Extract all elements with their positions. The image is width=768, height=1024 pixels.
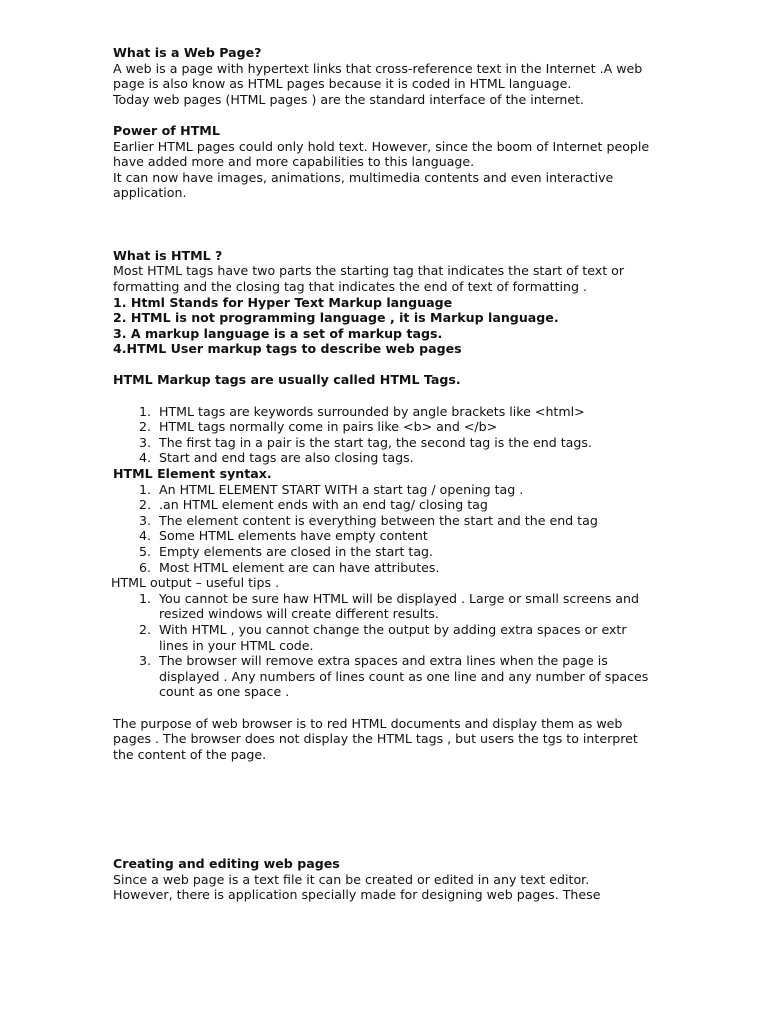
list-item: 5. Empty elements are closed in the start tag. [138,544,434,560]
list-item: 2. With HTML , you cannot change the output by adding extra spaces or extr lines in your HTML code. [138,621,627,653]
list-item: 1. You cannot be sure haw HTML will be displayed . Large or small screens and resized windows will create different results. [138,590,639,622]
list-item: 4. Start and end tags are also closing tags. [138,450,414,466]
what-html-point-1: 1. Html Stands for Hyper Text Markup language [113,294,453,310]
heading-element-syntax: HTML Element syntax. [113,466,272,482]
power-line-4: application. [113,185,187,201]
what-html-point-2: 2. HTML is not programming language , it is Markup language. [113,310,559,326]
what-html-point-4: 4.HTML User markup tags to describe web pages [113,341,462,357]
what-html-line-1: Most HTML tags have two parts the starting tag that indicates the start of text or [113,263,625,279]
purpose-line-3: the content of the page. [113,746,267,762]
document-page [113,45,658,903]
what-html-line-2: formatting and the closing tag that indicates the end of text of formatting . [113,278,588,294]
list-item: 4. Some HTML elements have empty content [138,528,428,544]
list-item: 6. Most HTML element are can have attributes. [138,559,440,575]
list-item: 2. HTML tags normally come in pairs like <b> and </b> [138,419,498,435]
list-item: 1. HTML tags are keywords surrounded by angle brackets like <html> [138,403,585,419]
heading-output-tips: HTML output – useful tips . [111,575,280,591]
heading-power-of-html: Power of HTML [113,122,220,138]
creating-line-2: However, there is application specially made for designing web pages. These [113,887,601,903]
power-line-2: have added more and more capabilities to this language. [113,154,475,170]
list-item: 3. The browser will remove extra spaces and extra lines when the page is displayed . Any numbers of lines count as one line and any number of spaces count as one space . [138,653,649,700]
heading-creating-editing: Creating and editing web pages [113,855,340,871]
list-item: 3. The element content is everything between the start and the end tag [138,512,598,528]
what-html-point-3: 3. A markup language is a set of markup tags. [113,325,443,341]
heading-web-page: What is a Web Page? [113,45,262,60]
list-item: 3. The first tag in a pair is the start tag, the second tag is the end tags. [138,434,592,450]
list-item: 1. An HTML ELEMENT START WITH a start tag / opening tag . [138,481,524,497]
list-item: 2. .an HTML element ends with an end tag/ closing tag [138,497,488,513]
purpose-line-1: The purpose of web browser is to red HTML documents and display them as web [113,715,623,731]
tips-list [113,591,658,700]
creating-line-1: Since a web page is a text file it can be created or edited in any text editor. [113,871,590,887]
heading-what-is-html: What is HTML ? [113,247,223,263]
web-page-line-3: Today web pages (HTML pages ) are the standard interface of the internet. [113,91,585,107]
power-line-1: Earlier HTML pages could only hold text. However, since the boom of Internet people [113,138,650,154]
element-list [113,482,658,576]
power-line-3: It can now have images, animations, multimedia contents and even interactive [113,169,614,185]
tags-list [113,404,658,466]
heading-markup-tags: HTML Markup tags are usually called HTML Tags. [113,372,461,388]
web-page-line-2: page is also know as HTML pages because it is coded in HTML language. [113,76,572,92]
purpose-line-2: pages . The browser does not display the HTML tags , but users the tgs to interpret [113,731,638,747]
web-page-line-1: A web is a page with hypertext links that cross-reference text in the Internet .A web [113,60,643,76]
